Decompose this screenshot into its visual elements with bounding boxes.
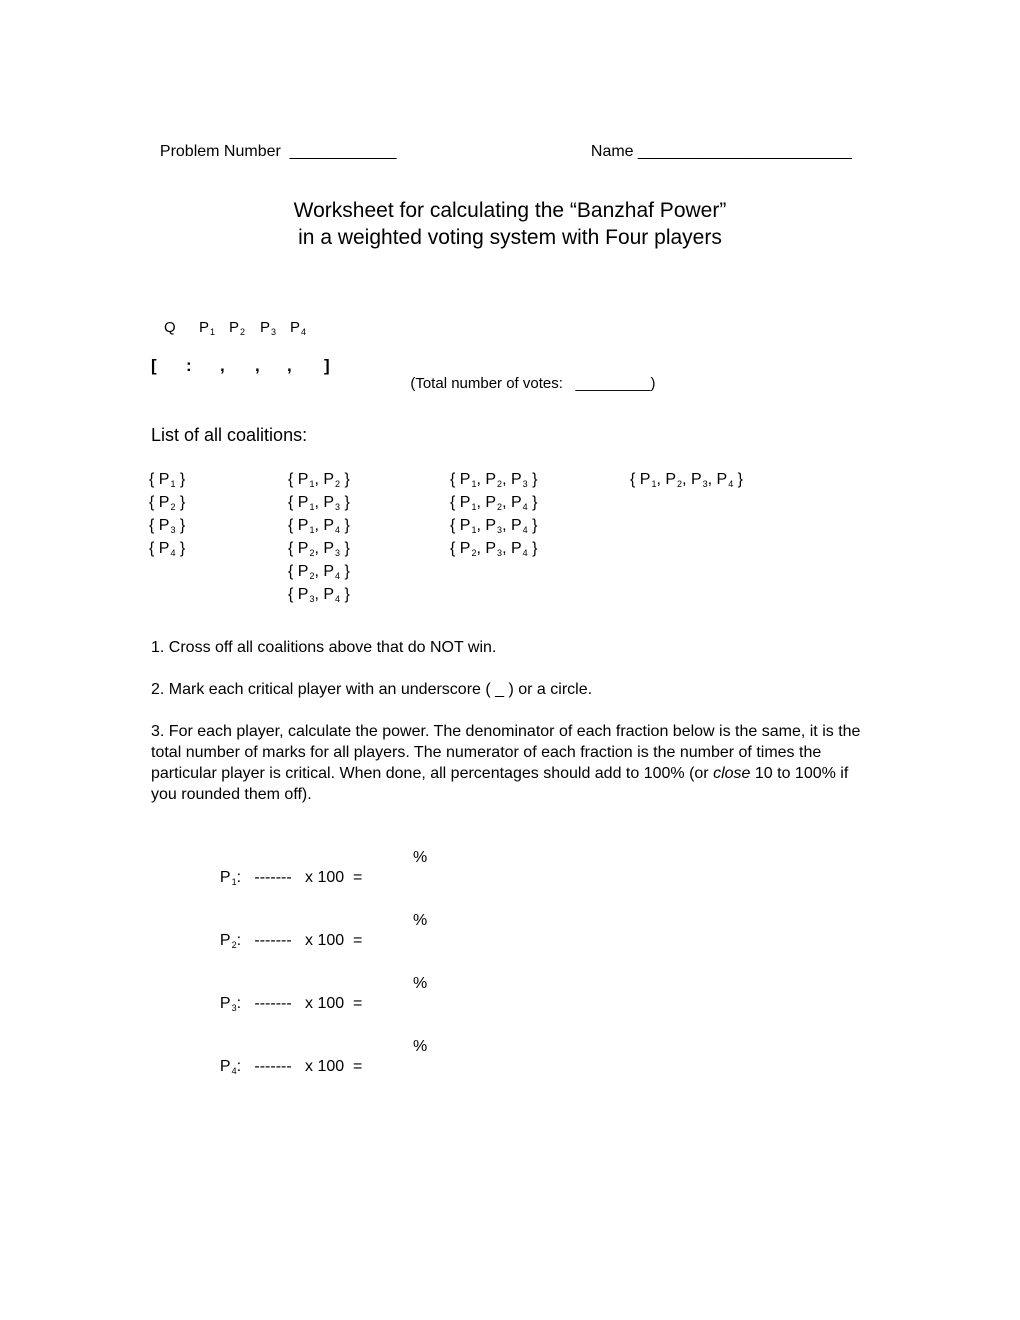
power-row-p1: P1: ------- x 100 = — [219, 869, 363, 887]
coalition-item[interactable]: { P1, P3, P4 } — [450, 517, 538, 535]
worksheet-title-line1: Worksheet for calculating the “Banzhaf Power” — [293, 199, 727, 222]
vote-quota-colon: : — [186, 356, 192, 375]
total-votes-field — [402, 357, 656, 393]
coalition-item[interactable]: { P1, P2, P3 } — [450, 471, 538, 489]
vote-header-p4: $P_4$ — [290, 319, 307, 337]
total-votes-blank[interactable]: _________) — [575, 375, 656, 392]
coalition-item[interactable]: { P1, P2, P4 } — [450, 494, 538, 512]
name-blank[interactable]: ________________________ — [638, 143, 852, 160]
power-row-p3: P3: ------- x 100 = — [219, 995, 363, 1013]
instruction-step-3: 3. For each player, calculate the power. The denominator of each fraction below is the same, it is the total number of marks for all players. The numerator of each fraction is the number of times the particular player is critical. When done, all percentages should add to 100% (or close 10 to 100% if you rounded them off). — [151, 723, 861, 803]
instruction-step-1: 1. Cross off all coalitions above that do NOT win. — [151, 639, 497, 656]
power-row-p3-percent[interactable]: % — [413, 975, 428, 992]
vote-header-p2: $P_2$ — [229, 319, 246, 337]
name-field — [582, 122, 852, 162]
power-row-p4-percent[interactable]: % — [413, 1038, 428, 1055]
vote-open-bracket: [ — [151, 356, 157, 375]
problem-number-field — [151, 122, 397, 162]
vote-comma-2: , — [255, 356, 260, 375]
worksheet-title-line2: in a weighted voting system with Four players — [298, 226, 722, 249]
coalition-item[interactable]: { P1, P4 } — [288, 517, 350, 535]
vote-comma-1: , — [220, 356, 225, 375]
name-label: Name — [590, 143, 634, 160]
coalition-item[interactable]: { P3, P4 } — [288, 586, 350, 604]
vote-header-p1: $P_1$ — [199, 319, 216, 337]
vote-header-p3: $P_3$ — [260, 319, 277, 337]
coalition-item[interactable]: { P3 } — [149, 517, 186, 535]
coalition-item[interactable]: { P2, P3, P4 } — [450, 540, 538, 558]
coalition-item[interactable]: { P2, P4 } — [288, 563, 350, 581]
coalition-item[interactable]: { P1, P2, P3, P4 } — [630, 471, 744, 489]
coalitions-column-1 — [149, 469, 185, 561]
vote-comma-3: , — [287, 356, 292, 375]
total-votes-label: (Total number of votes: — [410, 375, 563, 392]
coalitions-column-4 — [630, 469, 743, 492]
coalitions-heading: List of all coalitions: — [151, 425, 308, 445]
problem-number-label: Problem Number — [159, 143, 281, 160]
coalition-item[interactable]: { P1, P2 } — [288, 471, 350, 489]
power-row-p4: P4: ------- x 100 = — [219, 1058, 363, 1076]
coalition-item[interactable]: { P1, P3 } — [288, 494, 350, 512]
coalitions-column-2 — [288, 469, 350, 607]
power-row-p2: P2: ------- x 100 = — [219, 932, 363, 950]
coalition-item[interactable]: { P1 } — [149, 471, 186, 489]
vote-close-bracket: ] — [324, 356, 330, 375]
problem-number-blank[interactable]: ____________ — [289, 143, 397, 160]
power-row-p2-percent[interactable]: % — [413, 912, 428, 929]
instruction-step-3-italic: close — [713, 765, 751, 782]
coalition-item[interactable]: { P4 } — [149, 540, 186, 558]
coalition-item[interactable]: { P2 } — [149, 494, 186, 512]
vote-header-q: Q — [164, 319, 176, 336]
instruction-step-2: 2. Mark each critical player with an underscore ( _ ) or a circle. — [151, 681, 593, 698]
coalition-item[interactable]: { P2, P3 } — [288, 540, 350, 558]
coalitions-column-3 — [450, 469, 537, 561]
power-row-p1-percent[interactable]: % — [413, 849, 428, 866]
